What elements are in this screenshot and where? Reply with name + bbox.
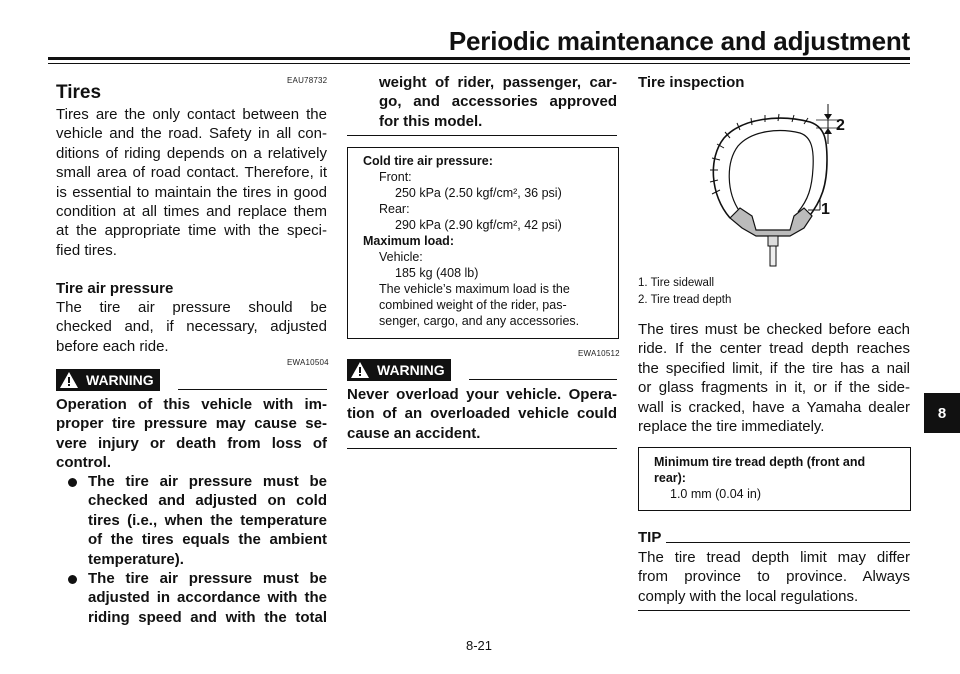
page-title: Periodic maintenance and adjustment: [448, 26, 910, 56]
text-line: is essential to maintain the tires in good: [56, 183, 327, 201]
spec-vehicle-label: Vehicle:: [379, 250, 423, 264]
text-line: ride. If the center tread depth reaches: [638, 340, 910, 358]
inspection-paragraph: [638, 320, 910, 436]
chapter-tab: 8: [924, 393, 960, 433]
spec-note-line: The vehicle’s maximum load is the: [379, 282, 570, 296]
text-line: The tire tread depth limit may differ: [638, 549, 910, 566]
tread-spec-box: [638, 447, 911, 511]
figure-legend: [638, 275, 731, 309]
text-line: vere injury or death from loss of: [56, 434, 327, 452]
text-line: weight of rider, passenger, car-: [379, 74, 617, 91]
text-line: tion of an overloaded vehicle could: [347, 405, 617, 423]
spec-max-label: Maximum load:: [363, 234, 454, 248]
text-line: Tires are the only contact between the: [56, 106, 327, 123]
pressure-heading: Tire air pressure: [56, 280, 174, 297]
spec-label-line: rear):: [654, 471, 686, 485]
text-line: for this model.: [379, 112, 483, 130]
warning-label: WARNING: [86, 372, 154, 388]
warning-rule: [178, 389, 327, 390]
text-line: vehicle and the road. Safety in all con-: [56, 125, 327, 143]
text-line: control.: [56, 454, 111, 472]
warning-end-rule: [347, 448, 617, 449]
text-line: proper tire pressure may cause se-: [56, 415, 327, 433]
text-line: adjusted in accordance with the: [88, 589, 327, 607]
bullet-item: [56, 472, 327, 569]
spec-vehicle-value: 185 kg (408 lb): [395, 266, 479, 280]
warning-label: WARNING: [377, 362, 445, 378]
pressure-paragraph: [56, 298, 327, 356]
text-line: from province to province. Always: [638, 568, 910, 586]
spec-value: 1.0 mm (0.04 in): [670, 487, 762, 501]
text-line: cause an accident.: [347, 424, 481, 442]
text-line: tires (i.e., when the temperature: [88, 511, 327, 529]
text-line: condition at all times and replace them: [56, 203, 327, 221]
legend-item: 1. Tire sidewall: [638, 277, 715, 289]
spec-front-value: 250 kPa (2.50 kgf/cm², 36 psi): [395, 186, 562, 200]
warning-text: [347, 385, 617, 443]
text-line: The tires must be checked before each: [638, 321, 910, 338]
text-line: Never overload your vehicle. Opera-: [347, 386, 617, 403]
text-line: temperature).: [88, 550, 184, 568]
text-line: The tire air pressure must be: [88, 570, 327, 588]
warning-code: EWA10512: [578, 349, 620, 358]
pressure-spec-box: [347, 147, 619, 339]
text-line: The tire air pressure must be: [88, 473, 327, 490]
text-line: or glass fragments in it, or if the side-: [638, 379, 910, 397]
header-rule: [48, 57, 910, 60]
continued-text: [379, 73, 617, 131]
text-line: replace the tire immediately.: [638, 418, 825, 436]
warning-rule: [469, 379, 617, 380]
tip-rule: [666, 542, 910, 543]
callout-2: 2: [836, 117, 845, 134]
header-rule-thin: [48, 63, 910, 64]
callout-1: 1: [821, 201, 830, 218]
warning-badge: [347, 359, 451, 381]
tires-paragraph: [56, 105, 327, 260]
text-line: the specified limit, if the tire has a nail: [638, 359, 910, 377]
warning-triangle-icon: [60, 372, 78, 388]
text-line: riding speed and with the total: [88, 608, 327, 626]
legend-item: 2. Tire tread depth: [638, 294, 732, 306]
spec-rear-value: 290 kPa (2.90 kgf/cm², 42 psi): [395, 218, 562, 232]
section-rule: [347, 135, 617, 136]
text-line: small area of road contact. Therefore, it: [56, 164, 327, 182]
inspection-heading: Tire inspection: [638, 74, 745, 91]
spec-note-line: senger, cargo, and any accessories.: [379, 314, 580, 328]
tip-text: [638, 548, 910, 606]
text-line: before each ride.: [56, 337, 169, 355]
spec-note-line: combined weight of the rider, pas-: [379, 298, 567, 312]
text-line: fied tires.: [56, 241, 117, 259]
text-line: of the tires equals the ambient: [88, 531, 327, 549]
text-line: checked and, if necessary, adjusted: [56, 318, 327, 336]
text-line: checked and adjusted on cold: [88, 492, 327, 510]
warning-code: EWA10504: [287, 358, 329, 367]
warning-bullets: [56, 472, 327, 627]
bullet-item: [56, 569, 327, 627]
text-line: Operation of this vehicle with im-: [56, 396, 327, 413]
text-line: at the appropriate time with the speci-: [56, 222, 327, 240]
text-line: wall is cracked, have a Yamaha dealer: [638, 398, 910, 416]
spec-rear-label: Rear:: [379, 202, 410, 216]
tip-label: TIP: [638, 529, 662, 546]
warning-triangle-icon: [351, 362, 369, 378]
text-line: go, and accessories approved: [379, 93, 617, 111]
text-line: ditions of riding depends on a relatively: [56, 144, 327, 162]
spec-front-label: Front:: [379, 170, 412, 184]
tip-end-rule: [638, 610, 910, 611]
section-code: EAU78732: [287, 76, 328, 85]
page-number: 8-21: [466, 638, 493, 653]
warning-badge: [56, 369, 160, 391]
spec-cold-label: Cold tire air pressure:: [363, 154, 493, 168]
text-line: comply with the local regulations.: [638, 587, 859, 605]
spec-label-line: Minimum tire tread depth (front and: [654, 455, 866, 469]
text-line: The tire air pressure should be: [56, 299, 327, 316]
tires-heading: Tires: [56, 82, 102, 103]
warning-text: [56, 395, 327, 473]
